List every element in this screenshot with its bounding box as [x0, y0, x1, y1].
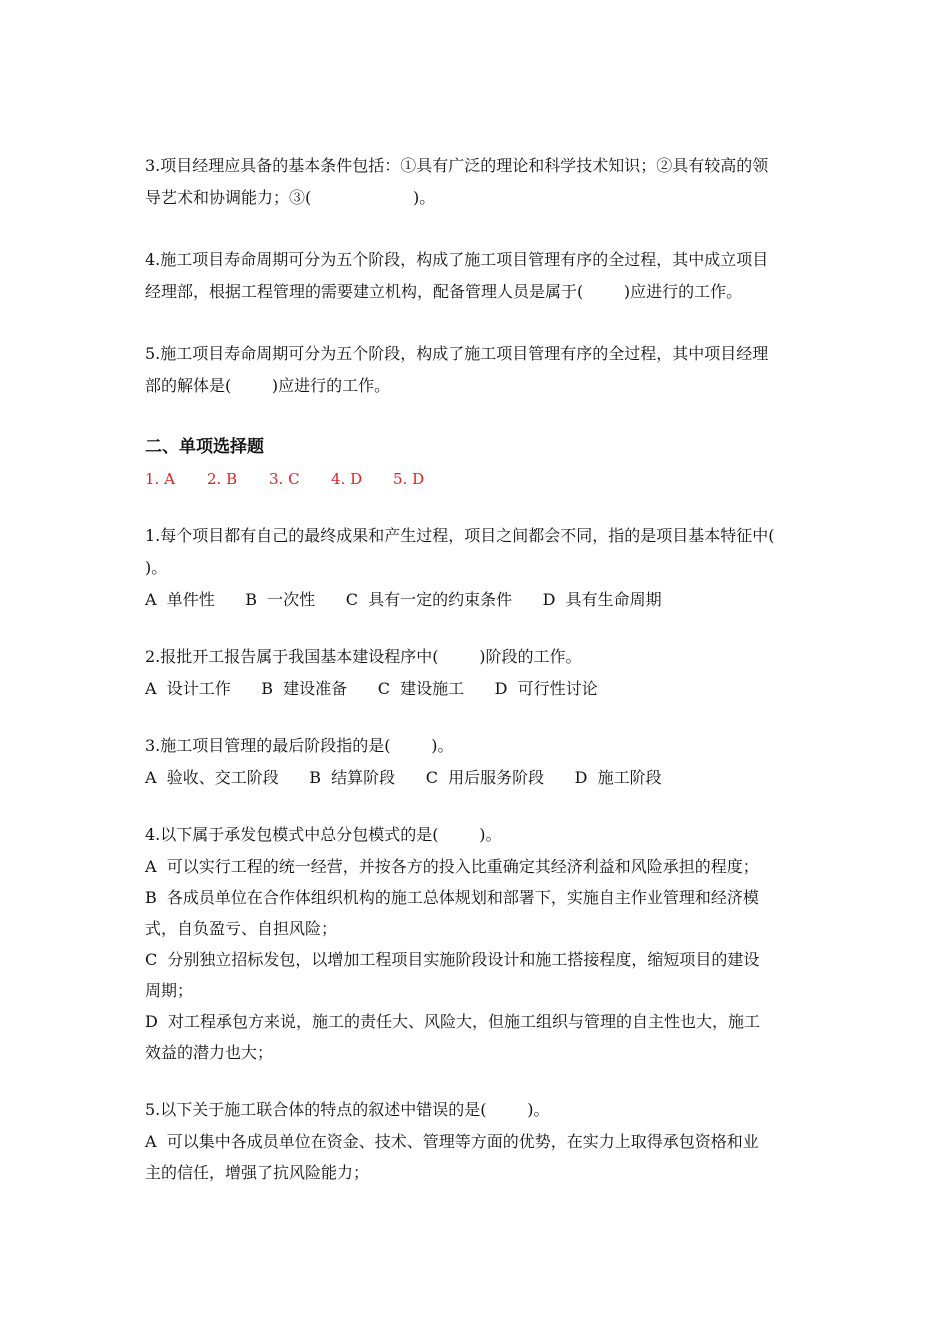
option-a-continued: 主的信任，增强了抗风险能力；	[145, 1163, 370, 1182]
section-heading: 二、单项选择题	[145, 437, 264, 457]
answer-1: 1. A	[145, 470, 175, 488]
fill-blank-question-4	[145, 244, 805, 308]
answer-key	[145, 464, 805, 494]
option-c: C 分别独立招标发包，以增加工程项目实施阶段设计和施工搭接程度，缩短项目的建设	[145, 950, 760, 969]
option-d-continued: 效益的潜力也大；	[145, 1043, 274, 1062]
answer-4: 4. D	[331, 470, 363, 488]
section-single-choice	[145, 432, 805, 494]
question-text: 3.项目经理应具备的基本条件包括：①具有广泛的理论和科学技术知识；②具有较高的领	[145, 156, 769, 175]
option-a: A 可以集中各成员单位在资金、技术、管理等方面的优势，在实力上取得承包资格和业	[145, 1132, 759, 1151]
choice-question-2	[145, 641, 805, 704]
question-text: 3.施工项目管理的最后阶段指的是( )。	[145, 736, 454, 755]
question-options: A 设计工作 B 建设准备 C 建设施工 D 可行性讨论	[145, 679, 598, 698]
question-text: )。	[145, 558, 168, 577]
answer-3: 3. C	[269, 470, 300, 488]
option-b-continued: 式，自负盈亏、自担风险；	[145, 919, 338, 938]
choice-question-3	[145, 730, 805, 793]
document-page	[145, 150, 805, 1188]
question-text: 2.报批开工报告属于我国基本建设程序中( )阶段的工作。	[145, 647, 582, 666]
option-d: D 对工程承包方来说，施工的责任大、风险大，但施工组织与管理的自主性也大，施工	[145, 1012, 761, 1031]
question-text: 4.以下属于承发包模式中总分包模式的是( )。	[145, 825, 502, 844]
question-text: 4.施工项目寿命周期可分为五个阶段，构成了施工项目管理有序的全过程，其中成立项目	[145, 250, 769, 269]
option-b: B 各成员单位在合作体组织机构的施工总体规划和部署下，实施自主作业管理和经济模	[145, 888, 759, 907]
question-text: 5.施工项目寿命周期可分为五个阶段，构成了施工项目管理有序的全过程，其中项目经理	[145, 344, 769, 363]
question-text: 1.每个项目都有自己的最终成果和产生过程，项目之间都会不同，指的是项目基本特征中(	[145, 526, 775, 545]
choice-question-4	[145, 819, 805, 1068]
answer-2: 2. B	[207, 470, 238, 488]
option-a: A 可以实行工程的统一经营，并按各方的投入比重确定其经济利益和风险承担的程度；	[145, 857, 759, 876]
question-text: 5.以下关于施工联合体的特点的叙述中错误的是( )。	[145, 1100, 550, 1119]
fill-blank-question-3	[145, 150, 805, 214]
question-options: A 验收、交工阶段 B 结算阶段 C 用后服务阶段 D 施工阶段	[145, 768, 662, 787]
fill-blank-question-5	[145, 338, 805, 402]
question-text: 导艺术和协调能力；③( )。	[145, 188, 436, 207]
question-text: 经理部，根据工程管理的需要建立机构，配备管理人员是属于( )应进行的工作。	[145, 282, 743, 301]
question-text: 部的解体是( )应进行的工作。	[145, 376, 391, 395]
question-options: A 单件性 B 一次性 C 具有一定的约束条件 D 具有生命周期	[145, 590, 662, 609]
choice-question-5	[145, 1094, 805, 1188]
choice-question-1	[145, 520, 805, 615]
answer-5: 5. D	[393, 470, 425, 488]
option-c-continued: 周期；	[145, 981, 194, 1000]
